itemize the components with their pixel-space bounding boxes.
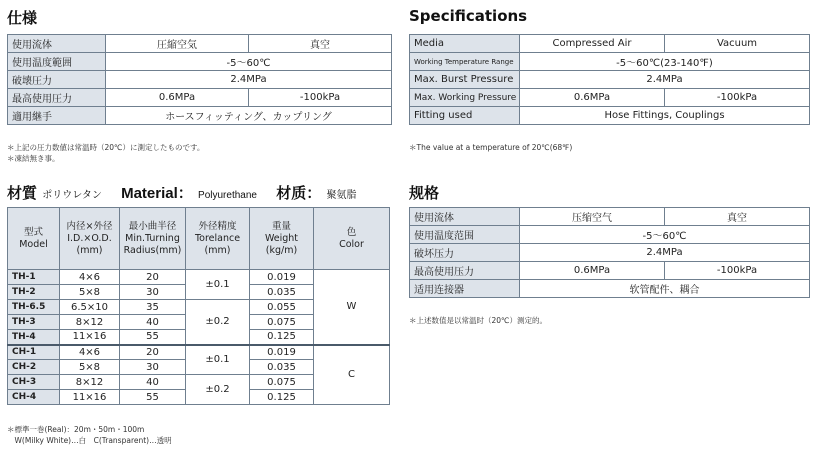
color-cell: C — [314, 345, 390, 405]
weight-cell: 0.125 — [250, 330, 314, 345]
spec-value: -100kPa — [665, 89, 810, 107]
table-row — [8, 345, 390, 360]
en-spec-row — [410, 35, 810, 53]
en-spec-row — [410, 71, 810, 89]
weight-cell: 0.055 — [250, 300, 314, 315]
material-header-row — [8, 208, 390, 270]
spec-value: 0.6MPa — [520, 262, 665, 280]
spec-label: Max. Burst Pressure — [410, 71, 520, 89]
jp-spec-row — [8, 71, 392, 89]
spec-label: 使用温度范围 — [410, 226, 520, 244]
radius-cell: 55 — [120, 330, 186, 345]
radius-cell: 55 — [120, 390, 186, 405]
en-spec-notes — [409, 142, 572, 153]
model-cell: TH-3 — [8, 315, 60, 330]
cn-spec-table — [409, 207, 810, 298]
spec-value: 2.4MPa — [106, 71, 392, 89]
spec-label: 破壊圧力 — [8, 71, 106, 89]
cn-spec-row — [410, 244, 810, 262]
model-cell: TH-4 — [8, 330, 60, 345]
spec-label: 使用温度範囲 — [8, 53, 106, 71]
note: ＊標準一巻(Real)：20m・50m・100m — [7, 425, 145, 434]
spec-value: 真空 — [249, 35, 392, 53]
cn-spec-notes — [409, 315, 547, 326]
note: ＊凍結無き事。 — [7, 154, 60, 163]
spec-value: 0.6MPa — [106, 89, 249, 107]
size-cell: 11×16 — [60, 330, 120, 345]
material-label-en: Material： — [121, 185, 193, 202]
spec-label: Working Temperature Range — [410, 53, 520, 71]
en-spec-table — [409, 34, 810, 125]
material-table — [7, 207, 390, 405]
spec-label: 使用流体 — [8, 35, 106, 53]
size-cell: 8×12 — [60, 375, 120, 390]
radius-cell: 40 — [120, 315, 186, 330]
material-value-cn: 聚氨脂 — [326, 190, 357, 201]
jp-spec-heading: 仕様 — [7, 9, 38, 27]
spec-value: -100kPa — [249, 89, 392, 107]
note: ＊上述数值是以常温时（20℃）测定的。 — [409, 316, 547, 325]
model-cell: CH-3 — [8, 375, 60, 390]
tolerance-cell: ±0.2 — [186, 300, 250, 345]
color-cell: W — [314, 270, 390, 345]
material-notes — [7, 424, 172, 446]
en-spec-row — [410, 53, 810, 71]
size-cell: 6.5×10 — [60, 300, 120, 315]
spec-value: 0.6MPa — [520, 89, 665, 107]
size-cell: 4×6 — [60, 345, 120, 360]
spec-value: 2.4MPa — [520, 244, 810, 262]
spec-label: Media — [410, 35, 520, 53]
cn-spec-heading: 规格 — [409, 184, 440, 202]
table-row — [8, 270, 390, 285]
radius-cell: 35 — [120, 300, 186, 315]
cn-spec-row — [410, 262, 810, 280]
tolerance-cell: ±0.1 — [186, 270, 250, 300]
radius-cell: 40 — [120, 375, 186, 390]
header-color: 色 Color — [314, 208, 390, 270]
spec-label: 最高使用圧力 — [8, 89, 106, 107]
material-label-jp: 材質 — [7, 184, 38, 202]
weight-cell: 0.125 — [250, 390, 314, 405]
model-cell: CH-2 — [8, 360, 60, 375]
radius-cell: 30 — [120, 360, 186, 375]
spec-value: 圧縮空気 — [106, 35, 249, 53]
spec-value: 软管配件、耦合 — [520, 280, 810, 298]
model-cell: CH-1 — [8, 345, 60, 360]
spec-label: 适用连接器 — [410, 280, 520, 298]
weight-cell: 0.075 — [250, 315, 314, 330]
spec-value: -100kPa — [665, 262, 810, 280]
spec-value: 2.4MPa — [520, 71, 810, 89]
size-cell: 5×8 — [60, 360, 120, 375]
header-model: 型式 Model — [8, 208, 60, 270]
spec-label: 最高使用压力 — [410, 262, 520, 280]
note: ＊上記の圧力数値は常温時（20℃）に測定したものです。 — [7, 143, 205, 152]
spec-label: 適用継手 — [8, 107, 106, 125]
cn-spec-row — [410, 226, 810, 244]
material-value-jp: ポリウレタン — [42, 190, 102, 201]
spec-label: Fitting used — [410, 107, 520, 125]
model-cell: TH-2 — [8, 285, 60, 300]
spec-value: ホースフィッティング、カップリング — [106, 107, 392, 125]
size-cell: 4×6 — [60, 270, 120, 285]
jp-spec-row — [8, 89, 392, 107]
weight-cell: 0.019 — [250, 345, 314, 360]
jp-spec-table — [7, 34, 392, 125]
header-weight: 重量 Weight (kg/m) — [250, 208, 314, 270]
weight-cell: 0.035 — [250, 360, 314, 375]
tolerance-cell: ±0.1 — [186, 345, 250, 375]
spec-label: Max. Working Pressure — [410, 89, 520, 107]
note: ＊The value at a temperature of 20℃(68℉) — [409, 143, 573, 152]
jp-spec-row — [8, 35, 392, 53]
en-spec-heading: Specifications — [409, 7, 528, 25]
note: W(Milky White)…白 C(Transparent)…透明 — [7, 436, 172, 445]
tolerance-cell: ±0.2 — [186, 375, 250, 405]
spec-value: -5～60℃(23-140℉) — [520, 53, 810, 71]
size-cell: 11×16 — [60, 390, 120, 405]
radius-cell: 30 — [120, 285, 186, 300]
radius-cell: 20 — [120, 345, 186, 360]
cn-spec-row — [410, 208, 810, 226]
size-cell: 5×8 — [60, 285, 120, 300]
material-label-cn: 材质： — [276, 184, 322, 202]
header-radius: 最小曲半径 Min.Turning Radius(mm) — [120, 208, 186, 270]
spec-label: 破坏压力 — [410, 244, 520, 262]
model-cell: CH-4 — [8, 390, 60, 405]
spec-value: Hose Fittings, Couplings — [520, 107, 810, 125]
spec-value: -5～60℃ — [520, 226, 810, 244]
spec-value: -5～60℃ — [106, 53, 392, 71]
material-heading — [7, 182, 356, 203]
spec-label: 使用流体 — [410, 208, 520, 226]
size-cell: 8×12 — [60, 315, 120, 330]
weight-cell: 0.075 — [250, 375, 314, 390]
radius-cell: 20 — [120, 270, 186, 285]
spec-value: Compressed Air — [520, 35, 665, 53]
cn-spec-row — [410, 280, 810, 298]
spec-value: Vacuum — [665, 35, 810, 53]
spec-value: 压缩空气 — [520, 208, 665, 226]
en-spec-row — [410, 89, 810, 107]
model-cell: TH-1 — [8, 270, 60, 285]
header-size: 内径×外径 I.D.×O.D. (mm) — [60, 208, 120, 270]
spec-value: 真空 — [665, 208, 810, 226]
weight-cell: 0.035 — [250, 285, 314, 300]
header-tolerance: 外径精度 Torelance (mm) — [186, 208, 250, 270]
jp-spec-notes — [7, 142, 204, 164]
weight-cell: 0.019 — [250, 270, 314, 285]
jp-spec-row — [8, 53, 392, 71]
model-cell: TH-6.5 — [8, 300, 60, 315]
material-value-en: Polyurethane — [198, 190, 257, 201]
en-spec-row — [410, 107, 810, 125]
jp-spec-row — [8, 107, 392, 125]
